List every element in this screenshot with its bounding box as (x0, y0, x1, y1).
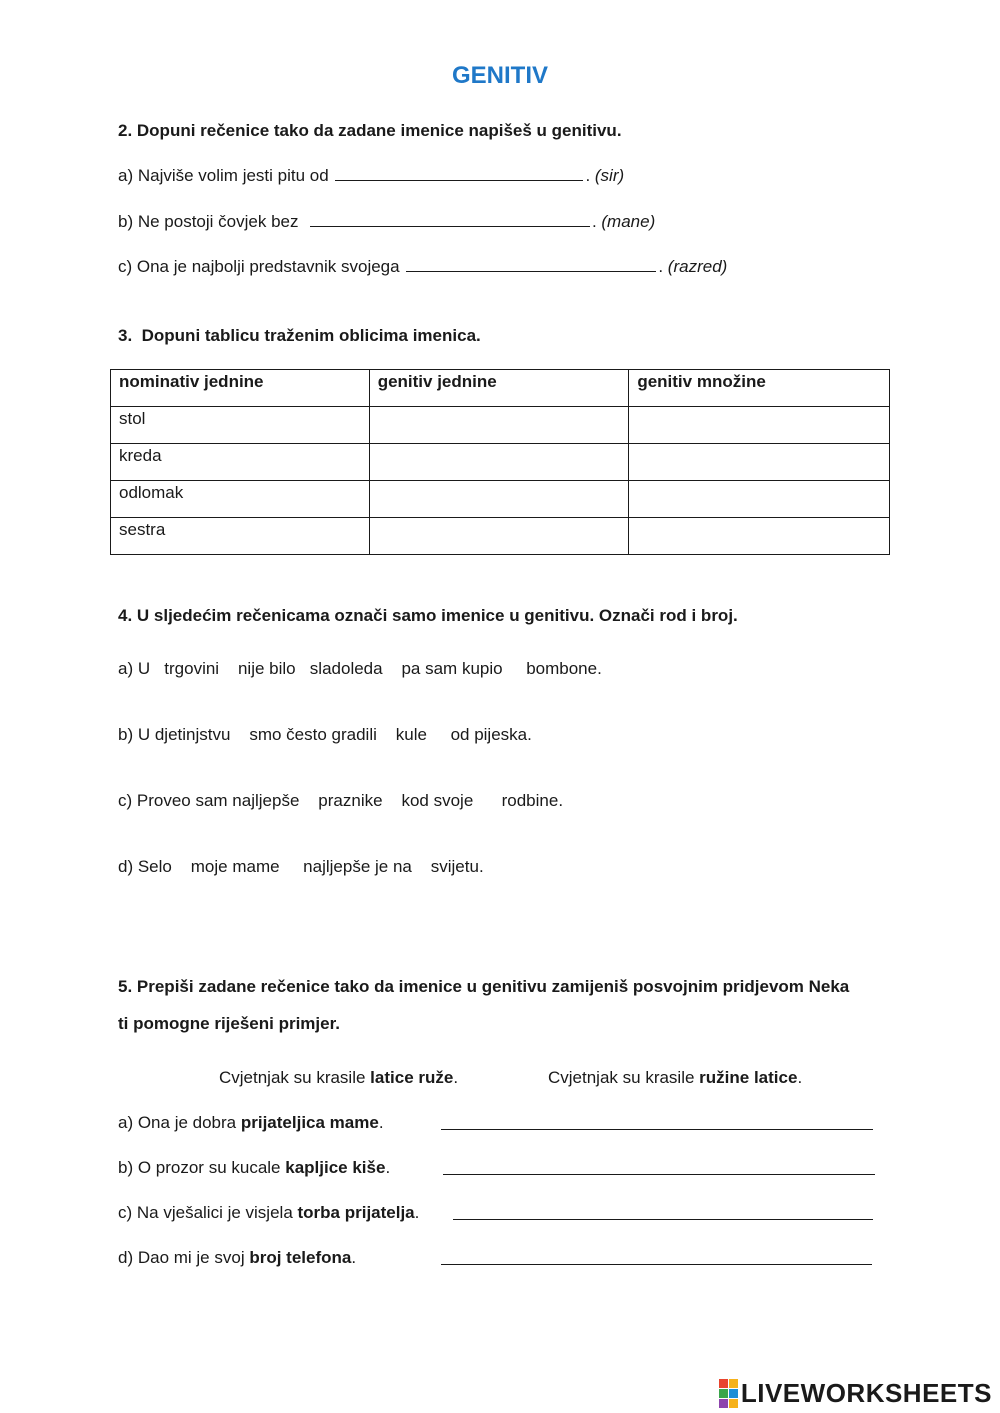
task2-item-a: a) Najviše volim jesti pitu od . (sir) (118, 166, 625, 185)
table-header: genitiv množine (629, 370, 890, 407)
logo-block (729, 1389, 738, 1398)
example-original: Cvjetnjak su krasile latice ruže. (219, 1068, 459, 1087)
table-row (111, 481, 890, 518)
table-row (111, 444, 890, 481)
table-row (111, 407, 890, 444)
table-cell-input[interactable] (629, 518, 890, 555)
task5-item-c: c) Na vješalici je visjela torba prijatelja. (118, 1203, 420, 1222)
task5-item-b: b) O prozor su kucale kapljice kiše. (118, 1158, 391, 1177)
logo-blocks-icon (719, 1379, 738, 1408)
task4-sentence-d[interactable]: d) Selo moje mame najljepše je na svijetu. (118, 857, 484, 876)
table-cell-input[interactable] (629, 444, 890, 481)
task5-item-a: a) Ona je dobra prijateljica mame. (118, 1113, 384, 1132)
task2-item-c: c) Ona je najbolji predstavnik svojega . (razred) (118, 257, 728, 276)
rewrite-answer-line[interactable] (441, 1264, 872, 1265)
task4-sentence-a[interactable]: a) U trgovini nije bilo sladoleda pa sam kupio bombone. (118, 659, 602, 678)
table-header-row (111, 370, 890, 407)
table-cell-input[interactable] (369, 444, 629, 481)
task2-heading: 2. Dopuni rečenice tako da zadane imenice napišeš u genitivu. (118, 121, 622, 140)
table-cell-input[interactable] (369, 481, 629, 518)
answer-blank[interactable] (310, 212, 590, 227)
page-title: GENITIV (451, 62, 548, 89)
logo-text: LIVEWORKSHEETS (740, 1378, 992, 1408)
table-row (111, 518, 890, 555)
table-cell-input[interactable] (369, 518, 629, 555)
table-cell-noun: kreda (111, 444, 370, 481)
rewrite-answer-line[interactable] (441, 1129, 873, 1130)
logo-block (719, 1379, 728, 1388)
table-header: genitiv jednine (369, 370, 629, 407)
logo-block (729, 1379, 738, 1388)
table-cell-input[interactable] (629, 407, 890, 444)
rewrite-answer-line[interactable] (453, 1219, 873, 1220)
task5-heading-line2: ti pomogne riješeni primjer. (118, 1014, 340, 1033)
task4-sentence-c[interactable]: c) Proveo sam najljepše praznike kod svoje rodbine. (118, 791, 564, 810)
table-header: nominativ jednine (111, 370, 370, 407)
table-cell-noun: stol (111, 407, 370, 444)
answer-blank[interactable] (406, 257, 656, 272)
logo-block (729, 1399, 738, 1408)
noun-forms-table (110, 369, 890, 555)
task5-heading-line1: 5. Prepiši zadane rečenice tako da imenice u genitivu zamijeniš posvojnim pridjevom Neka (118, 977, 850, 996)
table-cell-input[interactable] (369, 407, 629, 444)
answer-blank[interactable] (335, 166, 583, 181)
rewrite-answer-line[interactable] (443, 1174, 875, 1175)
table-cell-noun: odlomak (111, 481, 370, 518)
task2-item-b: b) Ne postoji čovjek bez . (mane) (118, 212, 656, 231)
logo-block (719, 1389, 728, 1398)
table-cell-noun: sestra (111, 518, 370, 555)
task4-sentence-b[interactable]: b) U djetinjstvu smo često gradili kule od pijeska. (118, 725, 532, 744)
liveworksheets-logo (719, 1378, 992, 1409)
table-cell-input[interactable] (629, 481, 890, 518)
task4-heading: 4. U sljedećim rečenicama označi samo imenice u genitivu. Označi rod i broj. (118, 606, 738, 625)
logo-block (719, 1399, 728, 1408)
task5-item-d: d) Dao mi je svoj broj telefona. (118, 1248, 357, 1267)
task3-heading: 3. Dopuni tablicu traženim oblicima imenica. (118, 326, 481, 345)
example-solution: Cvjetnjak su krasile ružine latice. (548, 1068, 803, 1087)
